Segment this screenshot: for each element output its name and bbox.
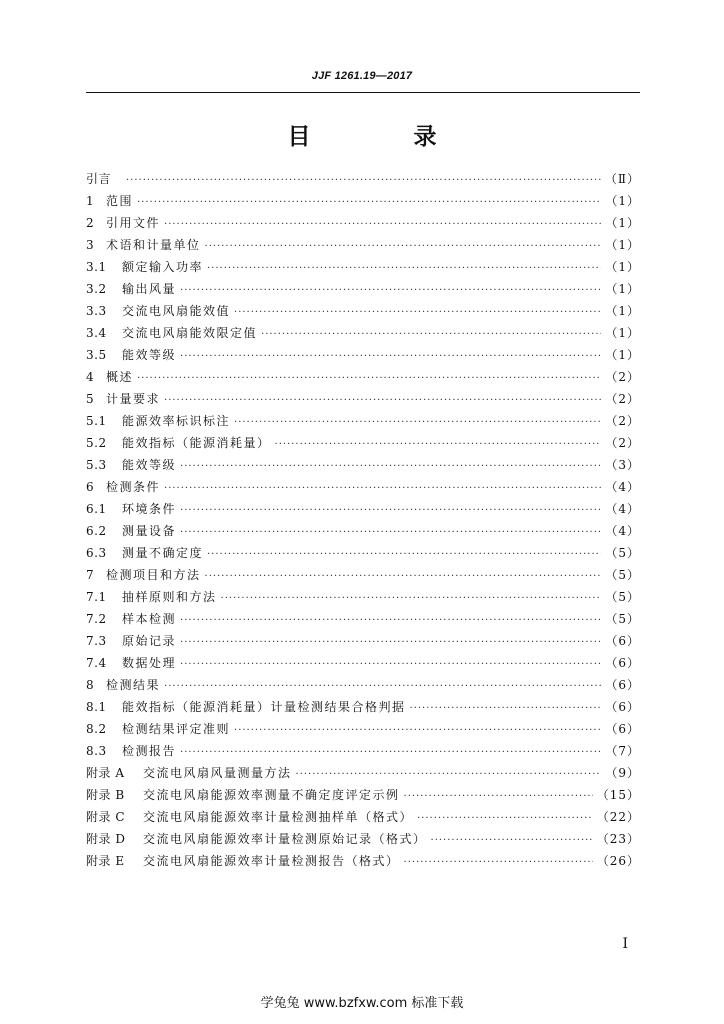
toc-entry[interactable]: [86, 168, 640, 190]
toc-entry-label: 交流电风扇风量测量方法: [143, 766, 292, 780]
toc-entry-label: 交流电风扇能效值: [122, 304, 231, 318]
toc-entry-label: 能效等级: [122, 348, 177, 362]
toc-entry-label: 概述: [106, 370, 134, 384]
toc-leader-dots: [137, 368, 601, 390]
toc-entry-label: 额定输入功率: [122, 260, 204, 274]
toc-entry-number: 附录 C: [86, 810, 125, 824]
toc-entry-label: 检测报告: [122, 744, 177, 758]
toc-entry-page: （2）: [605, 392, 640, 406]
toc-entry-label: 交流电风扇能源效率计量检测报告（格式）: [143, 854, 400, 868]
toc-leader-dots: [404, 786, 593, 808]
toc-entry-label: 测量设备: [122, 524, 177, 538]
toc-entry-page: （22）: [596, 810, 640, 824]
toc-leader-dots: [261, 324, 601, 346]
toc-entry-page: （2）: [605, 436, 640, 450]
toc-entry-number: 1: [86, 194, 95, 208]
toc-entry-label: 环境条件: [122, 502, 177, 516]
toc-entry[interactable]: [86, 344, 640, 366]
toc-entry-number: 5.2: [86, 436, 107, 450]
toc-entry-number: 3.1: [86, 260, 107, 274]
toc-entry-page: （1）: [605, 260, 640, 274]
toc-entry[interactable]: [86, 542, 640, 564]
toc-entry-number: 附录 D: [86, 832, 126, 846]
toc-entry-label: 检测结果评定准则: [122, 722, 231, 736]
toc-entry-number: 2: [86, 216, 95, 230]
toc-entry-label: 能效等级: [122, 458, 177, 472]
toc-entry-page: （1）: [605, 326, 640, 340]
toc-entry-page: （6）: [605, 656, 640, 670]
toc-entry-page: （6）: [605, 678, 640, 692]
toc-entry-label: 能效指标（能源消耗量）: [122, 436, 271, 450]
toc-entry-label: 样本检测: [122, 612, 177, 626]
toc-leader-dots: [296, 764, 602, 786]
toc-entry[interactable]: [86, 300, 640, 322]
toc-entry-label: 能源效率标识标注: [122, 414, 231, 428]
toc-entry[interactable]: [86, 652, 640, 674]
toc-entry[interactable]: [86, 762, 640, 784]
toc-entry-page: （1）: [605, 282, 640, 296]
toc-entry[interactable]: [86, 256, 640, 278]
toc-leader-dots: [404, 852, 593, 874]
toc-leader-dots: [205, 566, 602, 588]
toc-leader-dots: [180, 632, 601, 654]
toc-entry[interactable]: [86, 498, 640, 520]
toc-entry-label: 原始记录: [122, 634, 177, 648]
toc-entry-number: 4: [86, 370, 95, 384]
toc-entry[interactable]: [86, 608, 640, 630]
toc-entry-number: 3.3: [86, 304, 107, 318]
toc-leader-dots: [164, 676, 601, 698]
toc-entry-page: （3）: [605, 458, 640, 472]
toc-leader-dots: [180, 346, 601, 368]
toc-entry-label: 检测结果: [106, 678, 161, 692]
toc-entry-number: 7.3: [86, 634, 107, 648]
toc-entry-number: 引言: [86, 172, 112, 186]
toc-entry-number: 6.1: [86, 502, 107, 516]
toc-entry[interactable]: [86, 432, 640, 454]
toc-leader-dots: [234, 412, 601, 434]
toc-leader-dots: [234, 302, 601, 324]
toc-leader-dots: [180, 500, 601, 522]
page-title: 目 录: [287, 124, 477, 150]
toc-entry[interactable]: [86, 718, 640, 740]
toc-entry-label: 术语和计量单位: [106, 238, 201, 252]
toc-entry-number: 8.2: [86, 722, 107, 736]
toc-leader-dots: [205, 236, 602, 258]
toc-entry-label: 交流电风扇能源效率测量不确定度评定示例: [143, 788, 400, 802]
toc-entry-number: 附录 B: [86, 788, 125, 802]
toc-entry-number: 3.2: [86, 282, 107, 296]
toc-entry[interactable]: [86, 278, 640, 300]
toc-leader-dots: [126, 170, 601, 192]
toc-entry[interactable]: [86, 410, 640, 432]
toc-entry-number: 8: [86, 678, 95, 692]
toc-entry[interactable]: [86, 784, 640, 806]
toc-entry-page: （9）: [605, 766, 640, 780]
toc-entry-label: 交流电风扇能源效率计量检测抽样单（格式）: [143, 810, 414, 824]
toc-entry-number: 7.2: [86, 612, 107, 626]
toc-leader-dots: [180, 456, 601, 478]
toc-entry[interactable]: [86, 850, 640, 872]
toc-entry-page: （15）: [596, 788, 640, 802]
toc-leader-dots: [431, 830, 593, 852]
toc-entry-label: 抽样原则和方法: [122, 590, 217, 604]
toc-entry-number: 5.3: [86, 458, 107, 472]
toc-entry-number: 7.4: [86, 656, 107, 670]
toc-leader-dots: [164, 214, 601, 236]
toc-entry[interactable]: [86, 366, 640, 388]
toc-entry-page: （5）: [605, 590, 640, 604]
toc-entry-number: 6.3: [86, 546, 107, 560]
toc-leader-dots: [180, 742, 601, 764]
toc-entry-label: 检测条件: [106, 480, 161, 494]
standard-code: JJF 1261.19—2017: [311, 70, 413, 82]
toc-entry-page: （26）: [596, 854, 640, 868]
toc-entry-label: 交流电风扇能效限定值: [122, 326, 258, 340]
toc-entry-number: 8.1: [86, 700, 107, 714]
toc-entry-label: 计量要求: [106, 392, 161, 406]
toc-entry-number: 7: [86, 568, 95, 582]
toc-entry[interactable]: [86, 828, 640, 850]
toc-entry-number: 3.5: [86, 348, 107, 362]
toc-entry-page: （4）: [605, 480, 640, 494]
toc-entry-page: （4）: [605, 502, 640, 516]
toc-entry-page: （Ⅱ）: [604, 172, 640, 186]
toc-leader-dots: [180, 654, 601, 676]
toc-entry-page: （2）: [605, 370, 640, 384]
toc-entry-page: （1）: [605, 194, 640, 208]
toc-entry[interactable]: [86, 454, 640, 476]
toc-entry[interactable]: [86, 234, 640, 256]
toc-entry[interactable]: [86, 322, 640, 344]
table-of-contents: [86, 168, 640, 872]
toc-entry-page: （1）: [605, 304, 640, 318]
toc-entry-page: （1）: [605, 238, 640, 252]
toc-entry-label: 范围: [106, 194, 134, 208]
toc-entry-label: 数据处理: [122, 656, 177, 670]
toc-entry[interactable]: [86, 806, 640, 828]
toc-entry[interactable]: [86, 630, 640, 652]
toc-entry[interactable]: [86, 520, 640, 542]
toc-entry-page: （6）: [605, 722, 640, 736]
site-watermark: 学兔兔 www.bzfxw.com 标准下载: [260, 996, 464, 1011]
toc-entry-number: 5: [86, 392, 95, 406]
toc-entry[interactable]: [86, 586, 640, 608]
toc-entry[interactable]: [86, 564, 640, 586]
toc-entry-page: （5）: [605, 568, 640, 582]
toc-entry-page: （7）: [605, 744, 640, 758]
toc-leader-dots: [417, 808, 593, 830]
toc-entry[interactable]: [86, 476, 640, 498]
toc-leader-dots: [207, 258, 601, 280]
page-number: I: [622, 936, 628, 952]
toc-entry-page: （4）: [605, 524, 640, 538]
toc-leader-dots: [207, 544, 601, 566]
toc-leader-dots: [221, 588, 602, 610]
toc-leader-dots: [164, 478, 601, 500]
toc-leader-dots: [234, 720, 601, 742]
toc-entry-page: （1）: [605, 348, 640, 362]
toc-entry-label: 交流电风扇能源效率计量检测原始记录（格式）: [143, 832, 427, 846]
toc-entry-page: （6）: [605, 634, 640, 648]
toc-entry-number: 3: [86, 238, 95, 252]
toc-entry-number: 7.1: [86, 590, 107, 604]
toc-entry[interactable]: [86, 696, 640, 718]
toc-entry-number: 6: [86, 480, 95, 494]
toc-leader-dots: [180, 522, 601, 544]
toc-entry-page: （5）: [605, 546, 640, 560]
toc-leader-dots: [137, 192, 601, 214]
toc-entry[interactable]: [86, 190, 640, 212]
toc-leader-dots: [410, 698, 602, 720]
toc-leader-dots: [180, 280, 601, 302]
toc-entry-label: 引用文件: [106, 216, 161, 230]
toc-entry[interactable]: [86, 388, 640, 410]
toc-leader-dots: [180, 610, 601, 632]
toc-entry-number: 附录 A: [86, 766, 125, 780]
toc-entry-page: （5）: [605, 612, 640, 626]
toc-entry[interactable]: [86, 674, 640, 696]
toc-entry-label: 测量不确定度: [122, 546, 204, 560]
toc-entry-label: 检测项目和方法: [106, 568, 201, 582]
toc-entry-label: 输出风量: [122, 282, 177, 296]
toc-entry-number: 8.3: [86, 744, 107, 758]
toc-entry-number: 附录 E: [86, 854, 125, 868]
toc-entry-number: 6.2: [86, 524, 107, 538]
toc-entry-page: （6）: [605, 700, 640, 714]
toc-entry-page: （1）: [605, 216, 640, 230]
toc-entry-page: （23）: [596, 832, 640, 846]
toc-leader-dots: [164, 390, 601, 412]
toc-entry-page: （2）: [605, 414, 640, 428]
toc-leader-dots: [275, 434, 602, 456]
toc-entry-number: 5.1: [86, 414, 107, 428]
header-divider: [86, 92, 640, 93]
toc-entry-label: 能效指标（能源消耗量）计量检测结果合格判据: [122, 700, 406, 714]
toc-entry-number: 3.4: [86, 326, 107, 340]
toc-entry[interactable]: [86, 212, 640, 234]
toc-entry[interactable]: [86, 740, 640, 762]
